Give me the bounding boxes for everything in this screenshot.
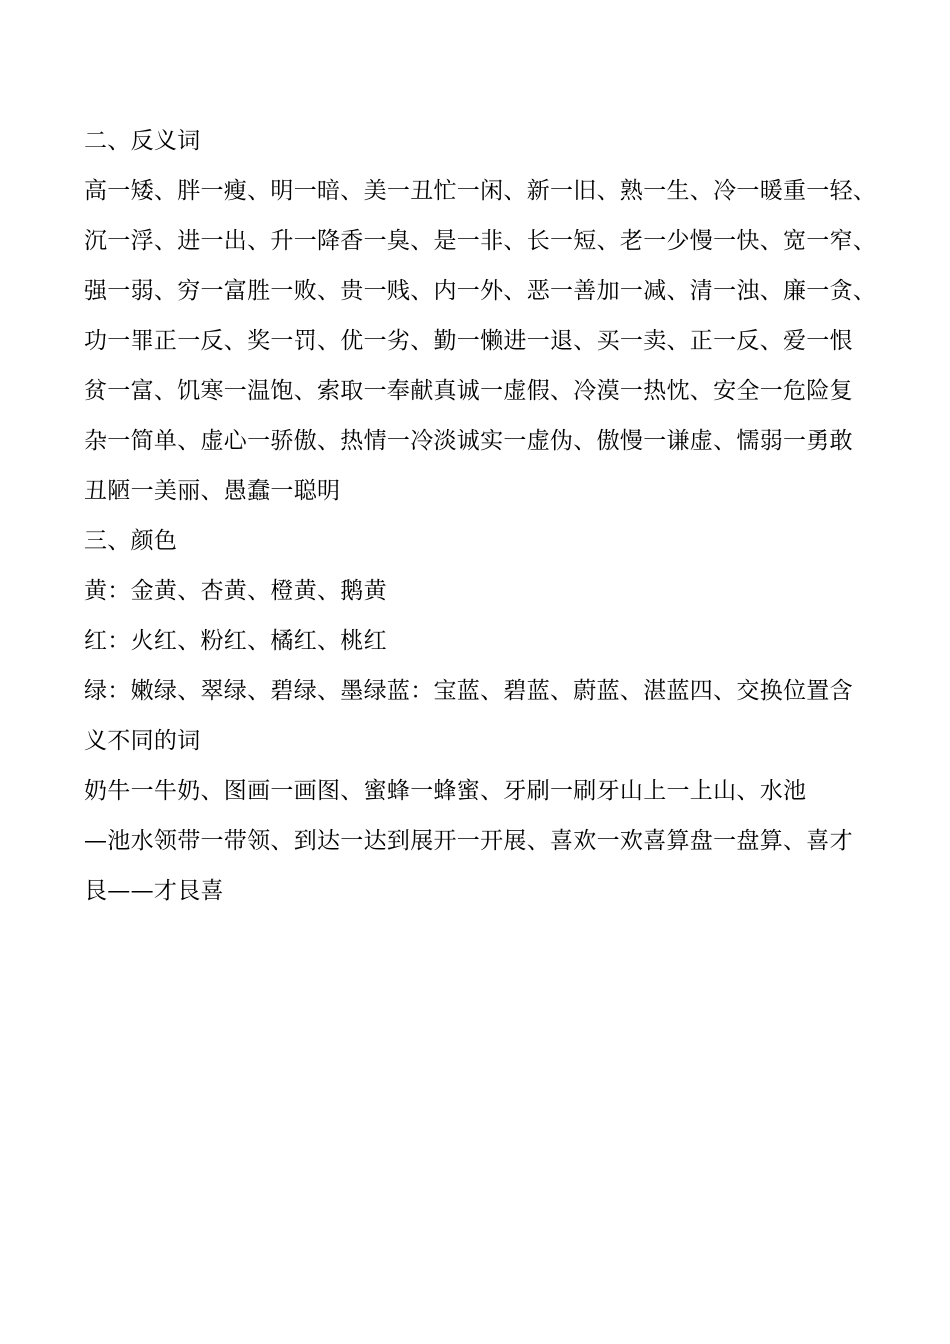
text-line: 艮——才艮喜: [84, 878, 224, 904]
text-line: 强一弱、穷一富胜一败、贵一贱、内一外、恶一善加一减、清一浊、廉一贪、: [84, 278, 877, 304]
text-line-red: 红：火红、粉红、橘红、桃红: [84, 628, 387, 654]
text-line: 丑陋一美丽、愚蠢一聪明: [84, 478, 341, 504]
text-line-yellow: 黄：金黄、杏黄、橙黄、鹅黄: [84, 578, 387, 604]
text-line: 高一矮、胖一瘦、明一暗、美一丑忙一闲、新一旧、熟一生、冷一暖重一轻、: [84, 178, 877, 204]
text-line: 奶牛一牛奶、图画一画图、蜜蜂一蜂蜜、牙刷一刷牙山上一上山、水池: [84, 778, 807, 804]
section-heading-antonyms: 二、反义词: [84, 128, 201, 154]
text-line: —池水领带一带领、到达一达到展开一开展、喜欢一欢喜算盘一盘算、喜才: [84, 828, 853, 854]
text-line: 杂一简单、虚心一骄傲、热情一冷淡诚实一虚伪、傲慢一谦虚、懦弱一勇敢: [84, 428, 853, 454]
text-line: 义不同的词: [84, 728, 201, 754]
text-line: 沉一浮、进一出、升一降香一臭、是一非、长一短、老一少慢一快、宽一窄、: [84, 228, 877, 254]
text-line: 功一罪正一反、奖一罚、优一劣、勤一懒进一退、买一卖、正一反、爱一恨: [84, 328, 853, 354]
text-line-green-blue: 绿：嫩绿、翠绿、碧绿、墨绿蓝：宝蓝、碧蓝、蔚蓝、湛蓝四、交换位置含: [84, 678, 853, 704]
document-body: [84, 116, 884, 916]
section-heading-colors: 三、颜色: [84, 528, 178, 554]
text-line: 贫一富、饥寒一温饱、索取一奉献真诚一虚假、冷漠一热忱、安全一危险复: [84, 378, 853, 404]
